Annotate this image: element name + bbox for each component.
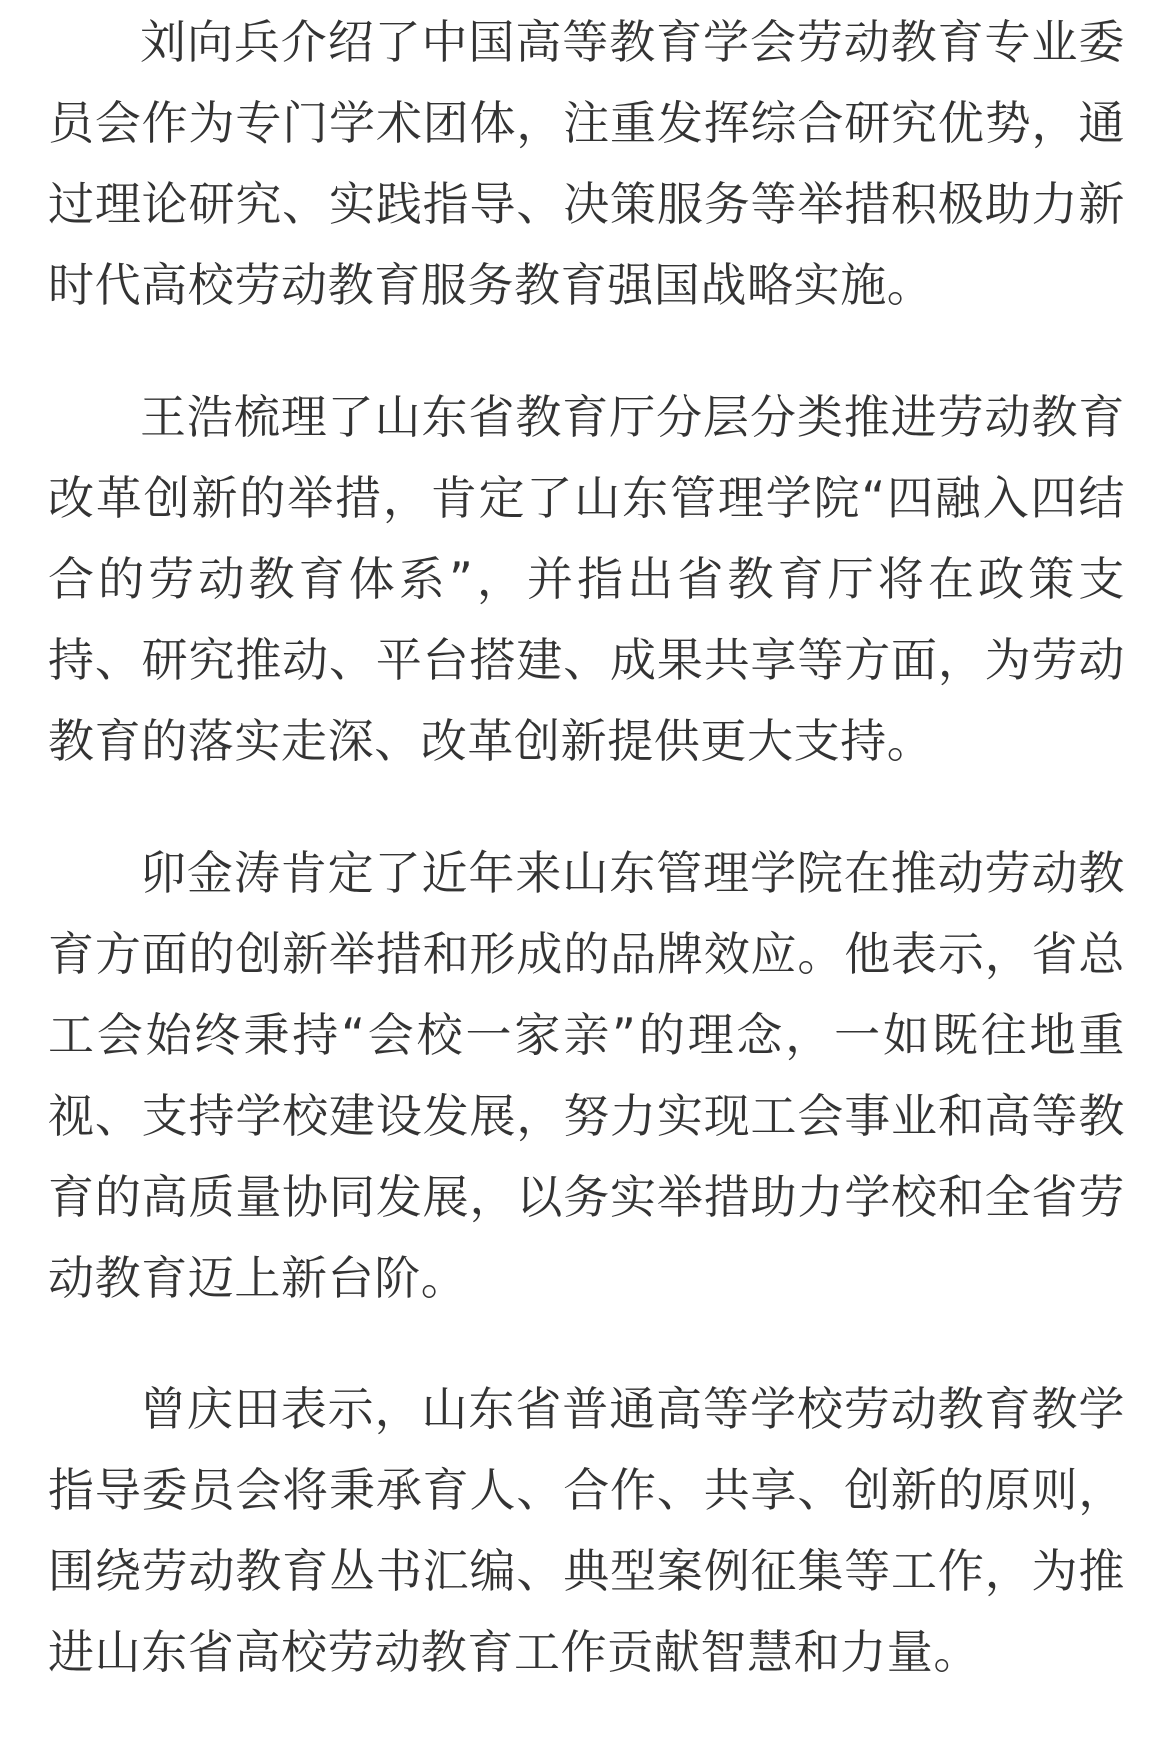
paragraph-liu-xiangbing: 刘向兵介绍了中国高等教育学会劳动教育专业委员会作为专门学术团体，注重发挥综合研究优势，通过理论研究、实践指导、决策服务等举措积极助力新时代高校劳动教育服务教育强国战略实施。	[48, 15, 1125, 312]
paragraph-zeng-qingtian: 曾庆田表示，山东省普通高等学校劳动教育教学指导委员会将秉承育人、合作、共享、创新的原则，围绕劳动教育丛书汇编、典型案例征集等工作，为推进山东省高校劳动教育工作贡献智慧和力量。	[48, 1382, 1125, 1679]
paragraph-mao-jintao: 卯金涛肯定了近年来山东管理学院在推动劳动教育方面的创新举措和形成的品牌效应。他表示，省总工会始终秉持“会校一家亲”的理念，一如既往地重视、支持学校建设发展，努力实现工会事业和高等教育的高质量协同发展，以务实举措助力学校和全省劳动教育迈上新台阶。	[48, 846, 1125, 1305]
paragraph-wang-hao: 王浩梳理了山东省教育厅分层分类推进劳动教育改革创新的举措，肯定了山东管理学院“四融入四结合的劳动教育体系”，并指出省教育厅将在政策支持、研究推动、平台搭建、成果共享等方面，为劳动教育的落实走深、改革创新提供更大支持。	[48, 390, 1125, 768]
